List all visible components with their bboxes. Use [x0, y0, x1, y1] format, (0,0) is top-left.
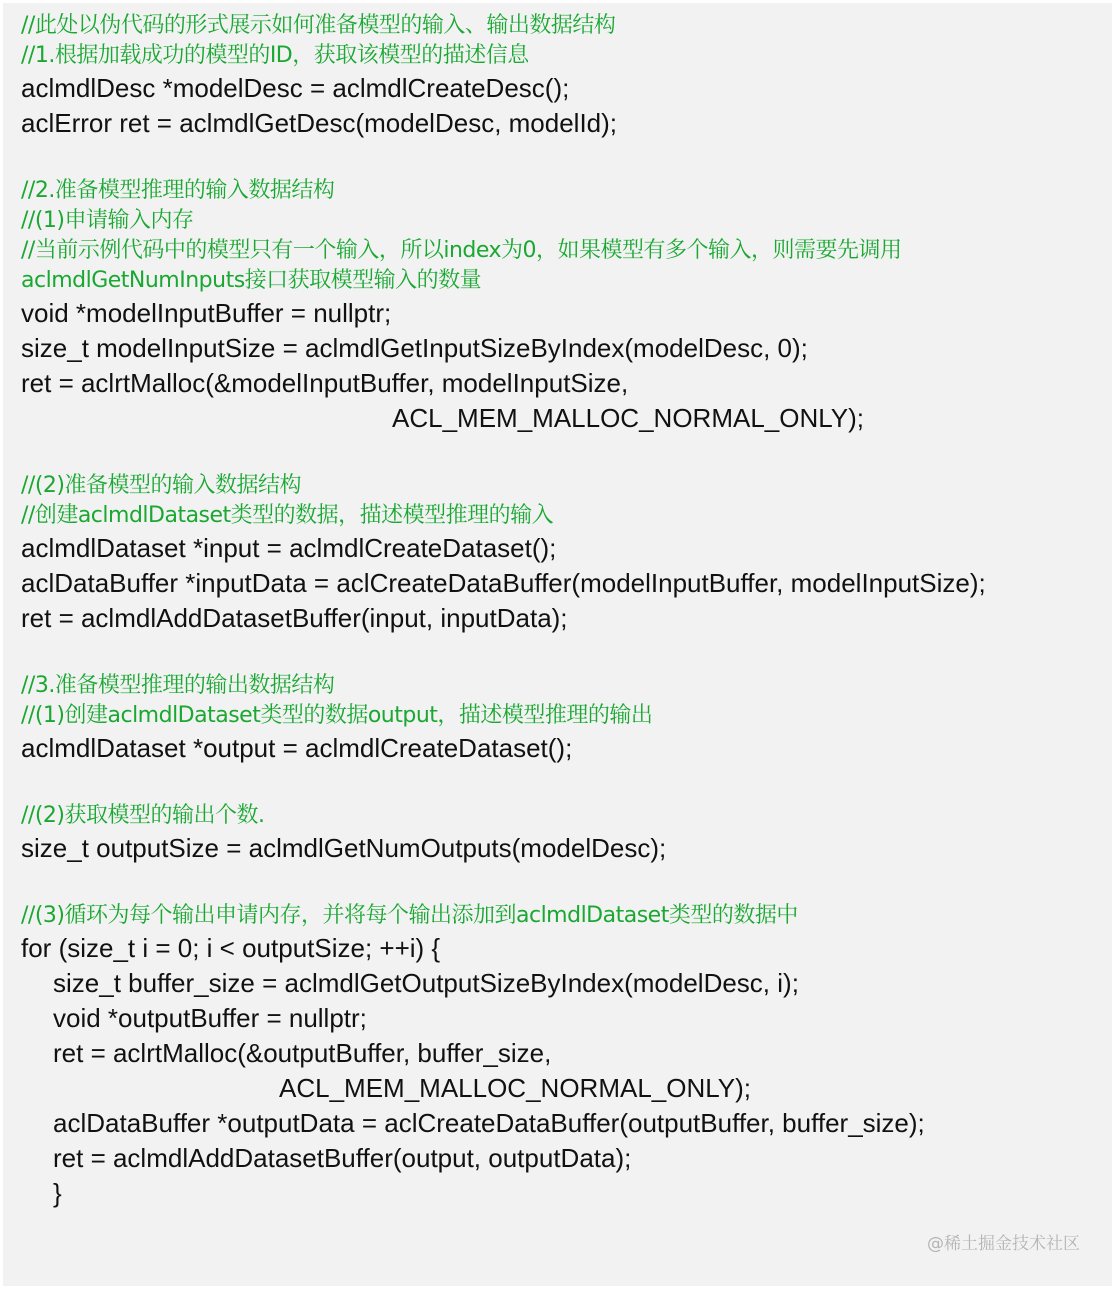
- code-statement-line: aclmdlDataset *output = aclmdlCreateDataset();: [21, 733, 573, 763]
- code-statement-line: aclDataBuffer *outputData = aclCreateDataBuffer(outputBuffer, buffer_size);: [53, 1108, 925, 1138]
- code-statement-line: aclError ret = aclmdlGetDesc(modelDesc, modelId);: [21, 108, 618, 138]
- code-comment-line: //此处以伪代码的形式展示如何准备模型的输入、输出数据结构: [21, 13, 616, 38]
- code-statement-line: size_t modelInputSize = aclmdlGetInputSizeByIndex(modelDesc, 0);: [21, 333, 808, 363]
- code-statement-line: void *modelInputBuffer = nullptr;: [21, 298, 392, 328]
- code-comment-line: //创建aclmdlDataset类型的数据，描述模型推理的输入: [21, 503, 554, 528]
- code-statement-line: void *outputBuffer = nullptr;: [53, 1003, 367, 1033]
- code-statement-line: size_t buffer_size = aclmdlGetOutputSizeByIndex(modelDesc, i);: [53, 968, 799, 998]
- code-statement-line: aclmdlDataset *input = aclmdlCreateDataset();: [21, 533, 557, 563]
- blank-line: [21, 866, 1113, 901]
- code-statement-line: ret = aclmdlAddDatasetBuffer(output, outputData);: [53, 1143, 632, 1173]
- blank-line: [21, 636, 1113, 671]
- blank-line: [21, 141, 1113, 176]
- code-comment-line: //当前示例代码中的模型只有一个输入，所以index为0，如果模型有多个输入，则需要先调用: [21, 238, 902, 263]
- code-statement-line: ret = aclmdlAddDatasetBuffer(input, inputData);: [21, 603, 568, 633]
- code-statement-line: ret = aclrtMalloc(&modelInputBuffer, modelInputSize,: [21, 368, 629, 398]
- code-comment-line: aclmdlGetNumInputs接口获取模型输入的数量: [21, 268, 482, 293]
- code-comment-line: //(2)获取模型的输出个数.: [21, 803, 265, 828]
- code-comment-line: //2.准备模型推理的输入数据结构: [21, 178, 335, 203]
- code-statement-line: aclDataBuffer *inputData = aclCreateDataBuffer(modelInputBuffer, modelInputSize);: [21, 568, 986, 598]
- code-statement-line: ACL_MEM_MALLOC_NORMAL_ONLY);: [279, 1073, 751, 1103]
- code-statement-line: ret = aclrtMalloc(&outputBuffer, buffer_size,: [53, 1038, 552, 1068]
- code-statement-line: aclmdlDesc *modelDesc = aclmdlCreateDesc();: [21, 73, 570, 103]
- code-comment-line: //1.根据加载成功的模型的ID，获取该模型的描述信息: [21, 43, 529, 68]
- code-statement-line: for (size_t i = 0; i < outputSize; ++i) {: [21, 933, 441, 963]
- code-statement-line: size_t outputSize = aclmdlGetNumOutputs(modelDesc);: [21, 833, 667, 863]
- blank-line: [21, 436, 1113, 471]
- code-panel: [3, 3, 1112, 1286]
- code-comment-line: //3.准备模型推理的输出数据结构: [21, 673, 335, 698]
- watermark: @稀土掘金技术社区: [927, 1234, 1080, 1254]
- code-comment-line: //(1)申请输入内存: [21, 208, 194, 233]
- blank-line: [21, 766, 1113, 801]
- code-block: [21, 11, 1113, 1211]
- code-comment-line: //(2)准备模型的输入数据结构: [21, 473, 301, 498]
- code-comment-line: //(1)创建aclmdlDataset类型的数据output，描述模型推理的输出: [21, 703, 653, 728]
- code-statement-line: }: [53, 1178, 62, 1208]
- code-comment-line: //(3)循环为每个输出申请内存，并将每个输出添加到aclmdlDataset类型的数据中: [21, 903, 798, 928]
- code-statement-line: ACL_MEM_MALLOC_NORMAL_ONLY);: [392, 403, 864, 433]
